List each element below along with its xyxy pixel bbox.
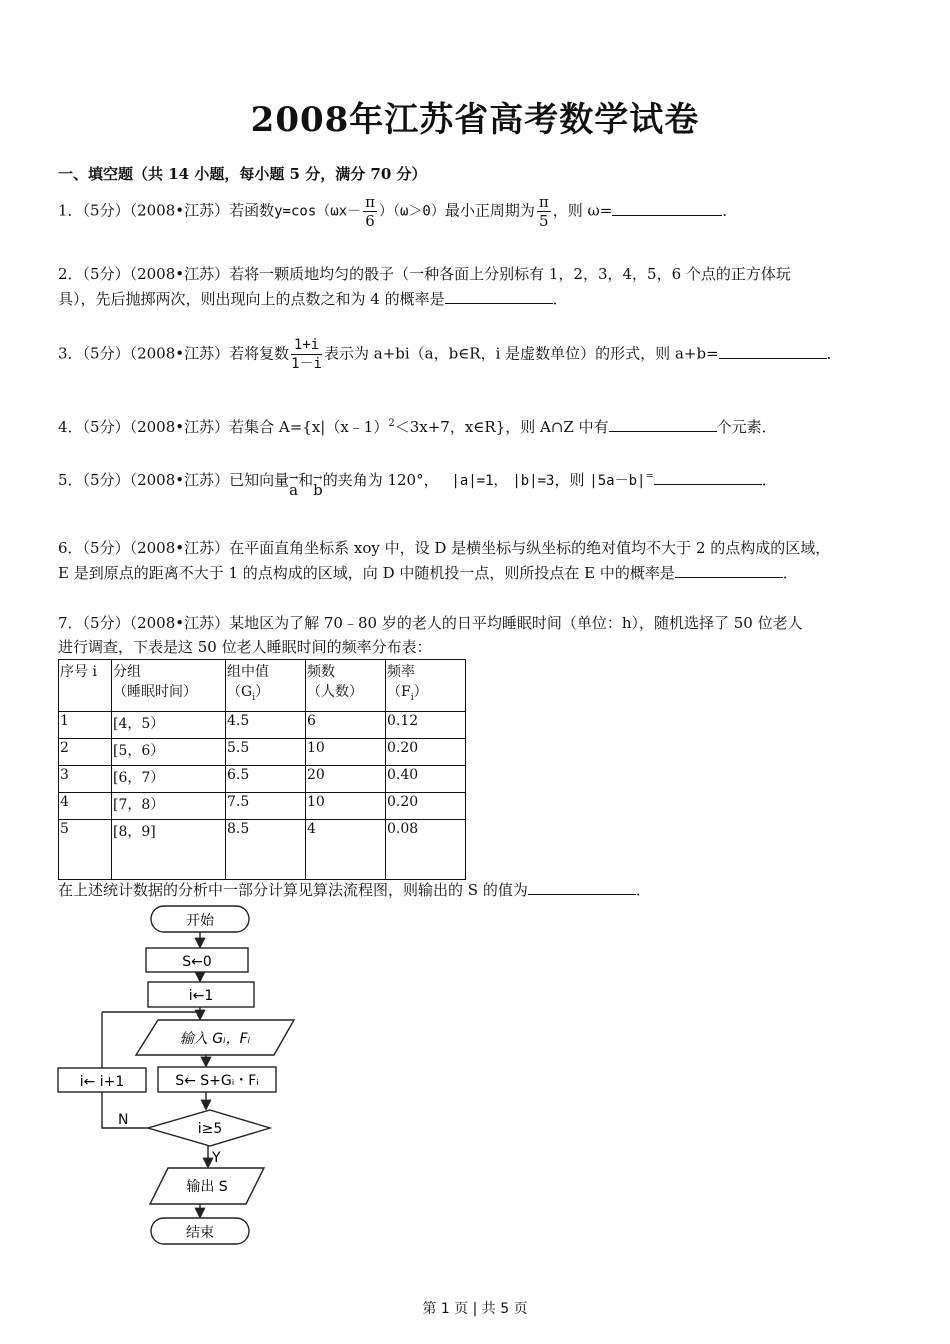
header-group: 分组 （睡眠时间） — [112, 660, 226, 712]
q1-func: y=cos（ωx－ — [274, 203, 362, 220]
table-row: 1 [4，5） 4.5 6 0.12 — [59, 712, 466, 739]
q1-fraction-pi-6 — [363, 193, 377, 230]
q1-end: ． — [722, 201, 738, 220]
flow-start-label: 开始 — [186, 913, 214, 929]
page-title: 2008年江苏省高考数学试卷 — [250, 100, 700, 140]
header-count: 频数 （人数） — [306, 660, 386, 712]
flow-input-label: 输入 Gᵢ，Fᵢ — [179, 1031, 251, 1047]
q2-line2: 具），先后抛掷两次，则出现向上的点数之和为 4 的概率是 — [58, 290, 445, 308]
answer-blank-7 — [528, 878, 636, 895]
table-row: 5 [8，9] 8.5 4 0.08 — [59, 820, 466, 880]
q1-five: 5 — [539, 212, 549, 230]
frequency-table — [58, 659, 466, 880]
q3-prefix: 3．（5分）（2008•江苏）若将复数 — [58, 344, 290, 363]
q4-end: 个元素． — [716, 418, 777, 436]
q4-text: 4．（5分）（2008•江苏）若集合 A={x|（x﹣1） — [58, 418, 389, 436]
q4-text2: ＜3x+7，x∈R}，则 A∩Z 中有 — [394, 418, 609, 436]
q3-fraction — [291, 336, 322, 373]
question-4 — [58, 412, 777, 439]
q1-six: 6 — [365, 212, 375, 230]
q5-expr: |5a－b| — [589, 473, 646, 489]
header-frequency: 频率 $(F_i)$ — [386, 660, 466, 712]
vector-a: → a — [289, 472, 298, 502]
answer-blank-3 — [719, 342, 827, 359]
flow-init-i-label: i←1 — [188, 988, 214, 1004]
vector-b: → b — [313, 472, 323, 502]
q7-after-table: 在上述统计数据的分析中一部分计算见算法流程图，则输出的 S 的值为 — [58, 881, 528, 899]
q1-pi2: π — [538, 193, 549, 211]
table-row: 3 [6，7） 6.5 20 0.40 — [59, 766, 466, 793]
flow-update-label: S← S+Gᵢ・Fᵢ — [175, 1073, 259, 1089]
flow-no-label: N — [118, 1112, 129, 1128]
question-7-line-1: 7．（5分）（2008•江苏）某地区为了解 70﹣80 岁的老人的日平均睡眠时间（单位：h），随机选择了 50 位老人 — [58, 614, 803, 632]
header-midpoint: 组中值 $(G_i)$ — [226, 660, 306, 712]
header-index: 序号 i — [59, 660, 112, 712]
q4-sup: 2 — [388, 418, 395, 429]
q6-line2: E 是到原点的距离不大于 1 的点构成的区域，向 D 中随机投一点，则所投点在 E 中的概率是 — [58, 564, 675, 582]
question-6-line-2 — [58, 561, 798, 585]
answer-blank-5 — [654, 468, 762, 485]
algorithm-flowchart — [50, 900, 310, 1250]
question-1 — [58, 193, 737, 230]
q7-end: ． — [635, 881, 651, 899]
q5-eq: = — [645, 471, 654, 482]
flow-end-label: 结束 — [186, 1225, 214, 1241]
flow-yes-label: Y — [212, 1150, 221, 1166]
answer-blank-6 — [675, 561, 783, 578]
q5-then: ，则 — [554, 471, 585, 489]
question-2-line-2 — [58, 287, 568, 311]
q5-after: 的夹角为 120°， — [322, 471, 439, 489]
q6-end: ． — [782, 564, 798, 582]
page-footer: 第 1 页 | 共 5 页 — [422, 1301, 528, 1317]
question-3 — [58, 336, 842, 373]
flow-increment-label: i← i+1 — [79, 1074, 125, 1090]
q5-and: 和 — [298, 471, 314, 489]
q5-end: ． — [761, 471, 777, 489]
flow-output-label: 输出 S — [186, 1179, 228, 1195]
question-2-line-1: 2．（5分）（2008•江苏）若将一颗质地均匀的骰子（一种各面上分别标有 1，2，3，4，5，6 个点的正方体玩 — [58, 265, 791, 283]
q1-fraction-pi-5 — [537, 193, 551, 230]
section-heading: 一、填空题（共 14 小题，每小题 5 分，满分 70 分） — [58, 165, 427, 183]
answer-blank-4 — [609, 415, 717, 432]
table-row: 4 [7，8） 7.5 10 0.20 — [59, 793, 466, 820]
q3-num: 1+i — [291, 336, 322, 355]
q1-mid: 最小正周期为 — [444, 201, 535, 220]
question-6-line-1: 6．（5分）（2008•江苏）在平面直角坐标系 xoy 中，设 D 是横坐标与纵坐标的绝对值均不大于 2 的点构成的区域， — [58, 539, 831, 557]
question-7-line-2: 进行调查，下表是这 50 位老人睡眠时间的频率分布表： — [58, 638, 432, 656]
answer-blank-2 — [445, 287, 553, 304]
q5-prefix: 5．（5分）（2008•江苏）已知向量 — [58, 471, 290, 489]
q3-end: ． — [826, 344, 842, 363]
question-5 — [58, 462, 777, 499]
q3-den: 1－i — [291, 356, 322, 372]
q2-end: ． — [552, 290, 568, 308]
q5-abs-a: |a|=1， — [451, 473, 508, 489]
question-7-after-table — [58, 878, 651, 902]
q1-pi: π — [365, 193, 375, 211]
q5-abs-b: |b|=3 — [512, 473, 555, 489]
flow-condition-label: i≥5 — [197, 1121, 223, 1137]
q1-func-end: ）（ω＞0） — [379, 203, 445, 220]
table-header-row — [59, 660, 466, 712]
table-row: 2 [5，6） 5.5 10 0.20 — [59, 739, 466, 766]
flow-init-s-label: S←0 — [182, 954, 212, 970]
answer-blank-1 — [612, 199, 722, 216]
q1-after: ，则 ω= — [552, 201, 613, 220]
q3-after: 表示为 a+bi（a，b∈R，i 是虚数单位）的形式，则 a+b= — [323, 344, 719, 363]
q1-prefix: 1．（5分）（2008•江苏）若函数 — [58, 201, 275, 220]
